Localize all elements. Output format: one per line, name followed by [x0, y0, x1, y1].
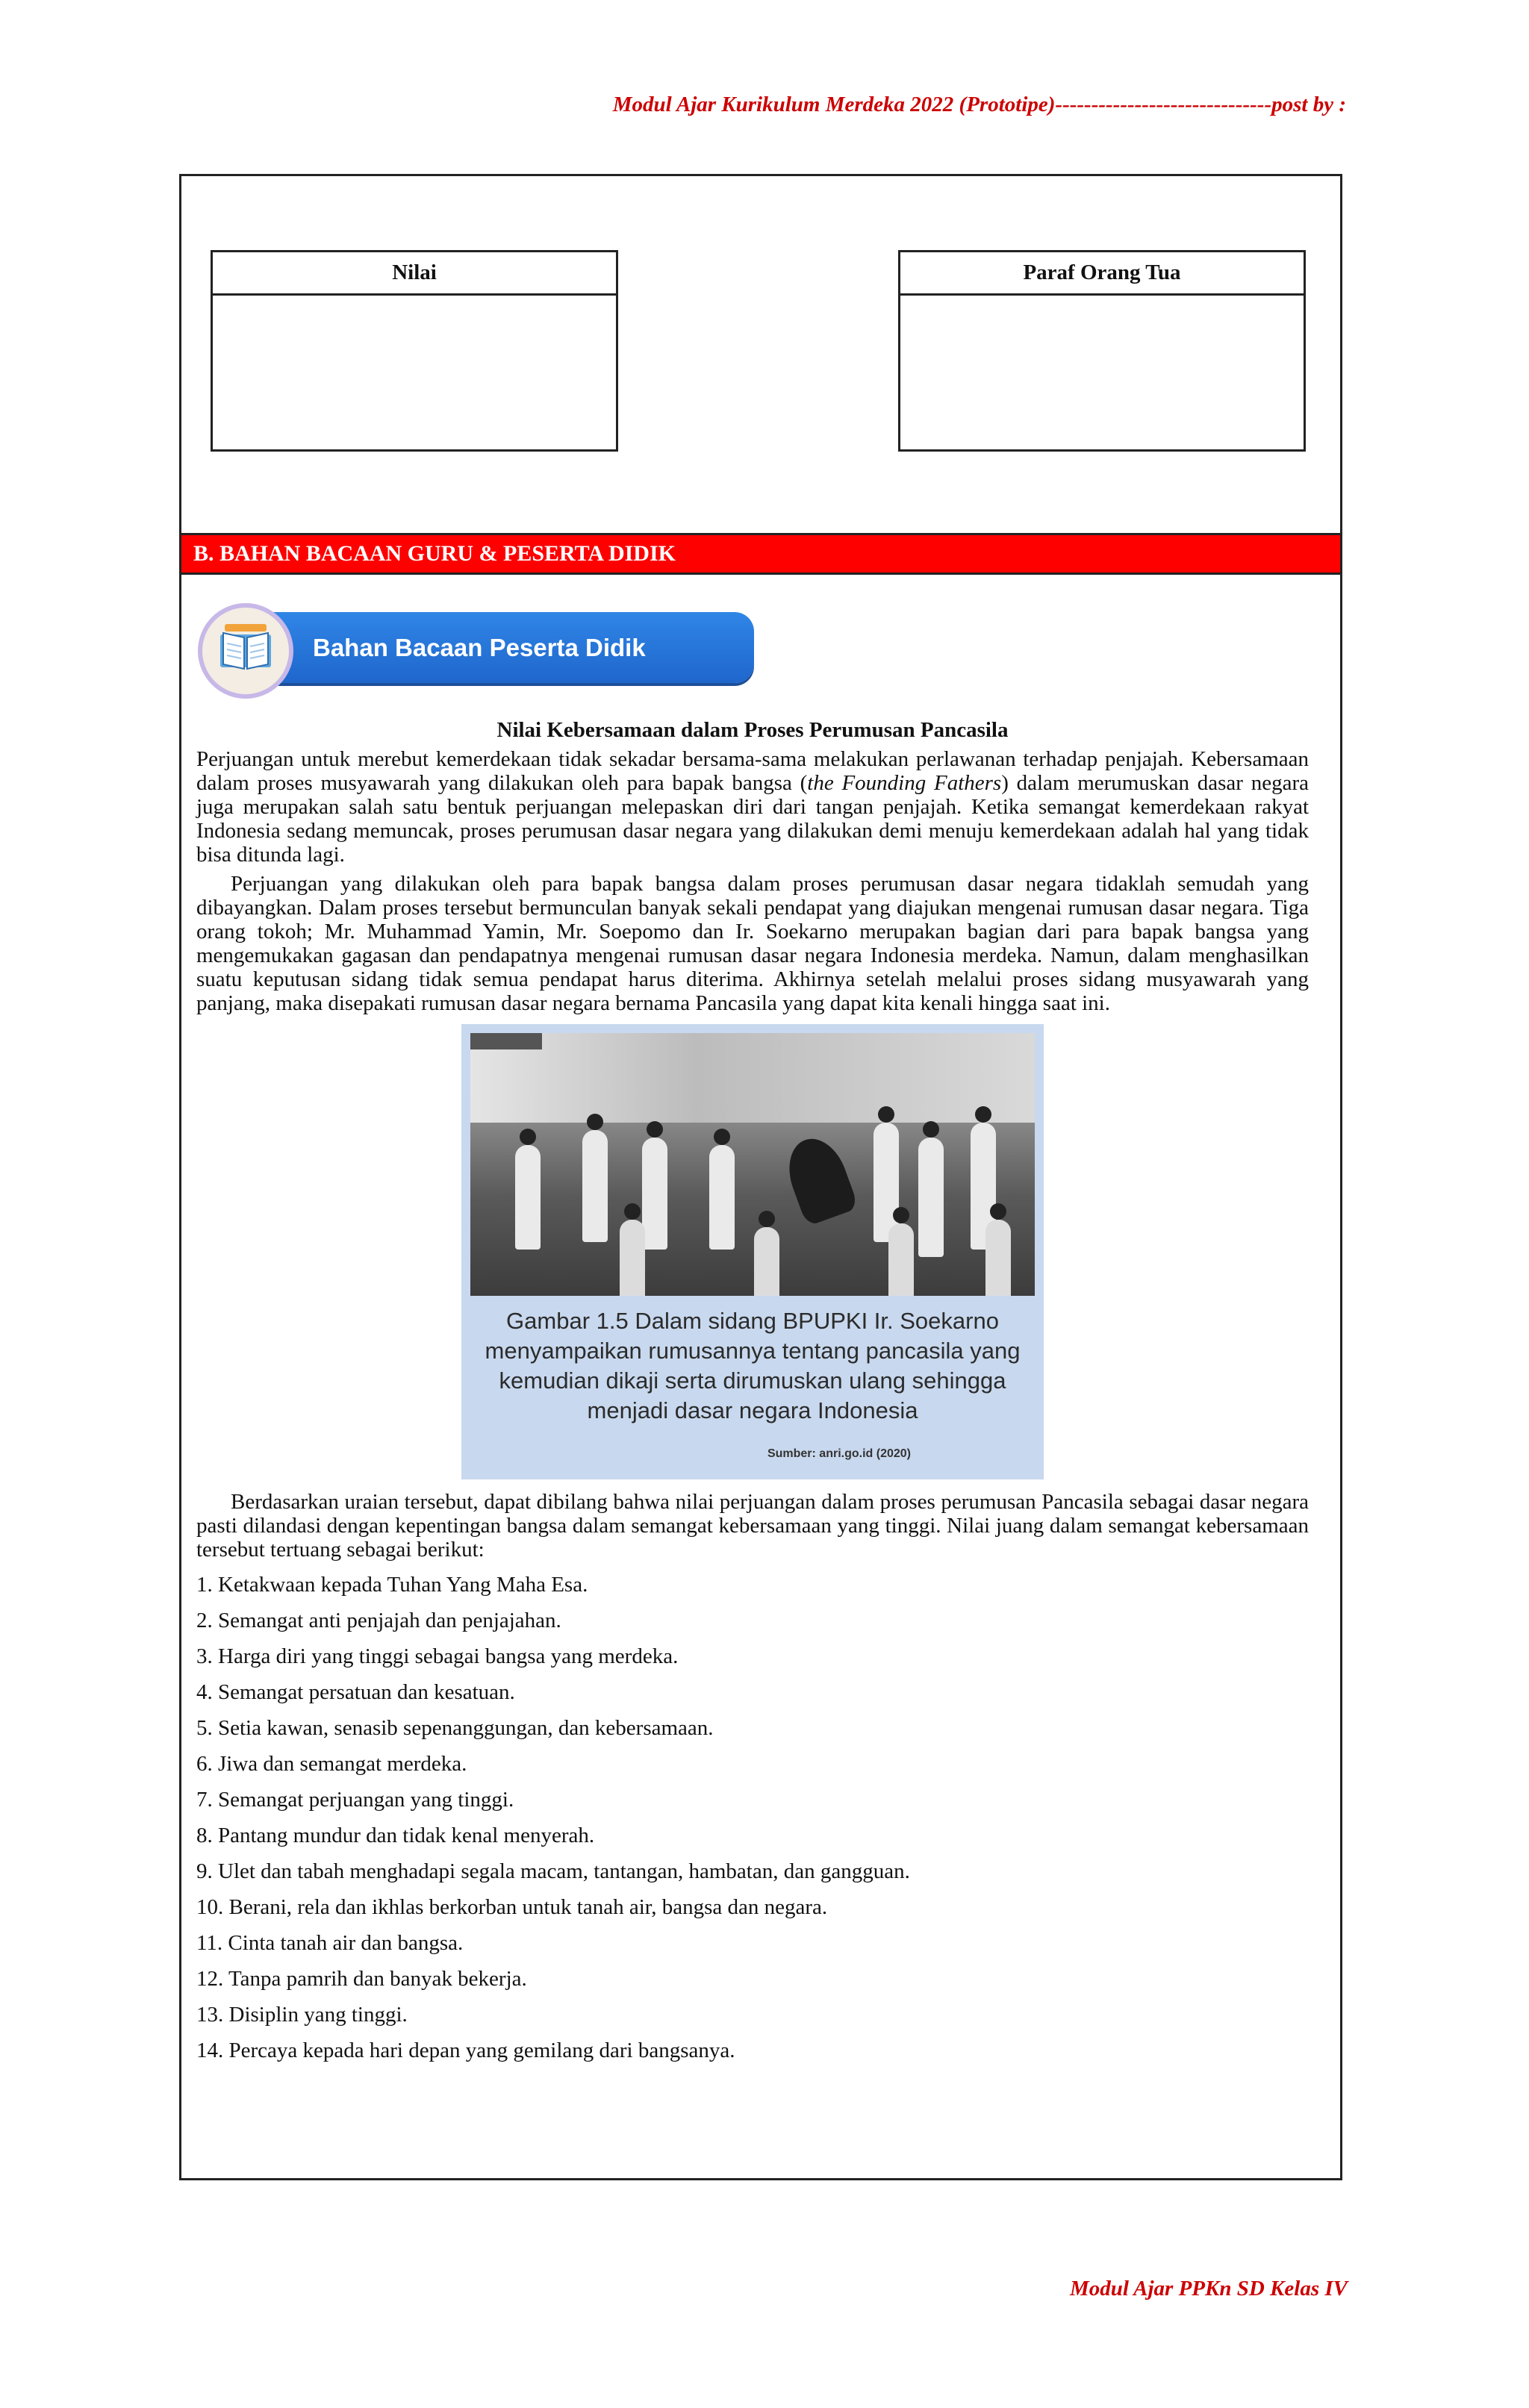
paragraph-1-text-b: ) dalam merumuskan dasar negara juga merupakan salah satu bentuk perjuangan melepaskan diri dari tangan penjajah. Ketika semangat kemerdekaan rakyat Indonesia sedang memuncak, proses perumusan dasar negara yang dilakukan demi menuju kemerdekaan adalah hal yang tidak bisa ditunda lagi. — [196, 771, 1309, 867]
section-title: B. BAHAN BACAAN GURU & PESERTA DIDIK — [193, 541, 676, 566]
paragraph-2: Perjuangan yang dilakukan oleh para bapak bangsa dalam proses perumusan dasar negara tidaklah semudah yang dibayangkan. Dalam proses tersebut bermunculan banyak sekali pendapat yang diajukan mengenai rumusan dasar negara. Tiga orang tokoh; Mr. Muhammad Yamin, Mr. Soepomo dan Ir. Soekarno merupakan bagian dari para bapak bangsa yang mengemukakan gagasan dan pendapatnya mengenai rumusan dasar negara Indonesia merdeka. Namun, dalam menghasilkan suatu keputusan sidang tidak semua pendapat harus diterima. Akhirnya setelah melalui proses sidang musyawarah yang panjang, maka disepakati rumusan dasar negara bernama Pancasila yang dapat kita kenali hingga saat ini. — [196, 872, 1309, 1015]
paragraph-3: Berdasarkan uraian tersebut, dapat dibilang bahwa nilai perjuangan dalam proses perumusan Pancasila sebagai dasar negara pasti dilandasi dengan kepentingan bangsa dalam semangat kebersamaan yang tinggi. Nilai juang dalam semangat kebersamaan tersebut tertuang sebagai berikut: — [196, 1490, 1309, 1562]
reading-banner-pill — [241, 612, 754, 683]
section-title-bar — [181, 533, 1340, 575]
figure-caption: Gambar 1.5 Dalam sidang BPUPKI Ir. Soekarno menyampaikan rumusannya tentang pancasila yang kemudian dikaji serta dirumuskan ulang sehingga menjadi dasar negara Indonesia — [485, 1308, 1021, 1423]
article — [196, 718, 1309, 2068]
value-item: 3. Harga diri yang tinggi sebagai bangsa yang merdeka. — [196, 1644, 679, 1668]
value-item: 5. Setia kawan, senasib sepenanggungan, dan kebersamaan. — [196, 1716, 714, 1740]
book-icon — [198, 603, 293, 699]
value-item: 9. Ulet dan tabah menghadapi segala macam, tantangan, hambatan, dan gangguan. — [196, 1859, 910, 1883]
value-item: 7. Semangat perjuangan yang tinggi. — [196, 1788, 514, 1812]
paragraph-1 — [196, 747, 1309, 867]
value-item: 8. Pantang mundur dan tidak kenal menyerah. — [196, 1824, 595, 1847]
value-item: 14. Percaya kepada hari depan yang gemilang dari bangsanya. — [196, 2039, 735, 2062]
nilai-label: Nilai — [213, 252, 616, 296]
content-frame — [179, 174, 1342, 2180]
founding-fathers-term: the Founding Fathers — [807, 771, 1002, 795]
nilai-box — [211, 250, 618, 452]
paragraph-1-text-a: Perjuangan untuk merebut kemerdekaan tidak sekadar bersama-sama melakukan perlawanan terhadap penjajah. Kebersamaan dalam proses musyawarah yang dilakukan oleh para bapak bangsa ( — [196, 747, 1309, 795]
value-item: 12. Tanpa pamrih dan banyak bekerja. — [196, 1967, 527, 1991]
bpupki-photo — [470, 1033, 1035, 1296]
page-footer: Modul Ajar PPKn SD Kelas IV — [1070, 2277, 1348, 2301]
value-item: 13. Disiplin yang tinggi. — [196, 2003, 408, 2027]
figure-source: Sumber: anri.go.id (2020) — [767, 1447, 911, 1460]
value-item: 6. Jiwa dan semangat merdeka. — [196, 1752, 467, 1776]
value-item: 1. Ketakwaan kepada Tuhan Yang Maha Esa. — [196, 1573, 588, 1597]
reading-banner — [198, 603, 754, 699]
values-list — [196, 1567, 1309, 2068]
reading-banner-label: Bahan Bacaan Peserta Didik — [313, 633, 646, 661]
article-title: Nilai Kebersamaan dalam Proses Perumusan Pancasila — [496, 718, 1009, 742]
value-item: 10. Berani, rela dan ikhlas berkorban untuk tanah air, bangsa dan negara. — [196, 1895, 828, 1919]
value-item: 2. Semangat anti penjajah dan penjajahan. — [196, 1609, 561, 1632]
paraf-orang-tua-label: Paraf Orang Tua — [900, 252, 1304, 296]
value-item: 11. Cinta tanah air dan bangsa. — [196, 1931, 464, 1955]
page-header: Modul Ajar Kurikulum Merdeka 2022 (Prototipe)------------------------------post by : — [612, 93, 1346, 116]
value-item: 4. Semangat persatuan dan kesatuan. — [196, 1680, 515, 1704]
bpupki-figure — [461, 1024, 1044, 1479]
paraf-orang-tua-box — [898, 250, 1306, 452]
